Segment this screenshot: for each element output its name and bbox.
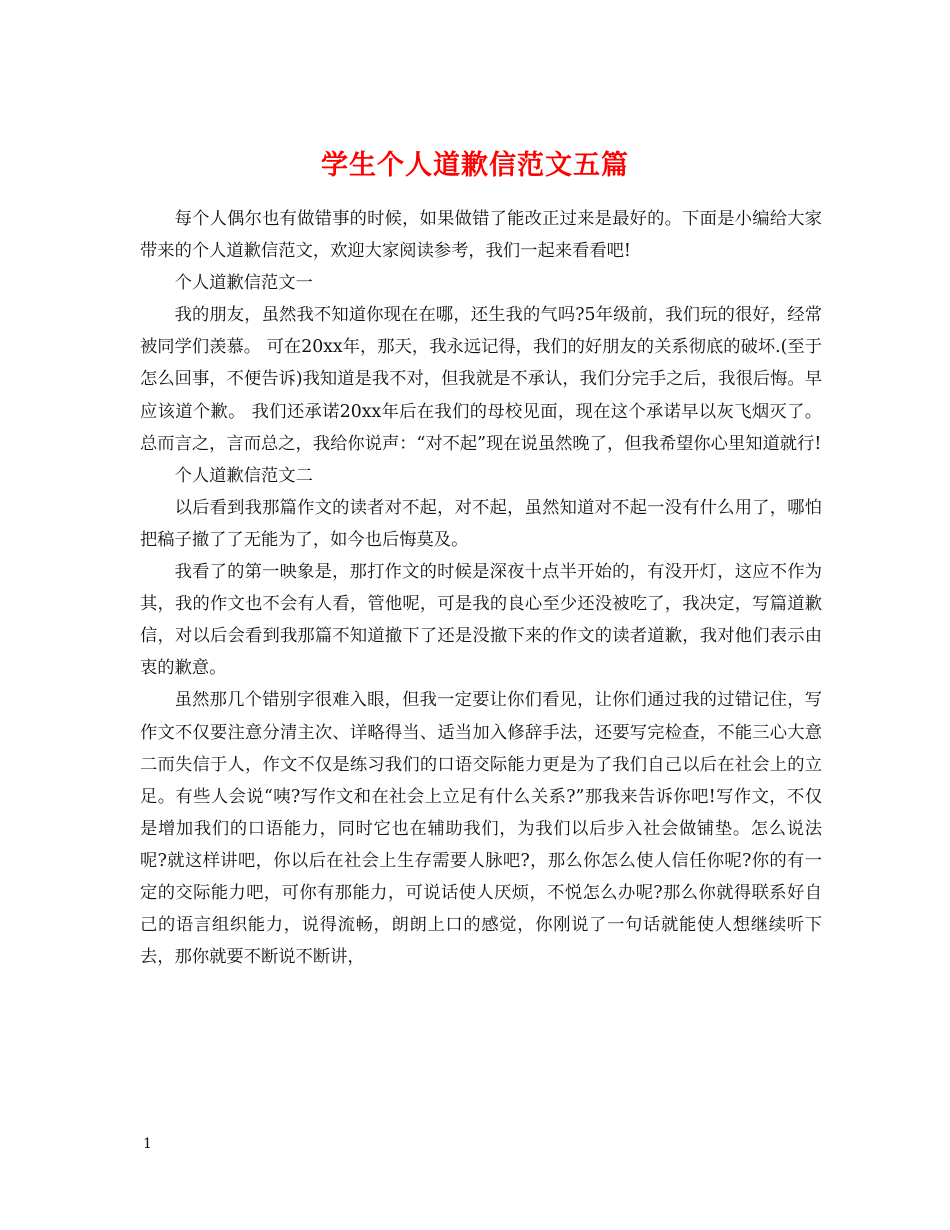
body-paragraph: 以后看到我那篇作文的读者对不起，对不起，虽然知道对不起一没有什么用了，哪怕把稿子撤了了无能为了，如今也后悔莫及。 bbox=[140, 497, 822, 550]
section-heading: 个人道歉信范文二 bbox=[174, 465, 313, 486]
page-title: 学生个人道歉信范文五篇 bbox=[321, 150, 629, 182]
body-paragraph: 我的朋友，虽然我不知道你现在在哪，还生我的气吗?5年级前，我们玩的很好，经常被同学们羡慕。 可在20xx年，那天，我永远记得，我们的好朋友的关系彻底的破坏.(至于怎么回事，不便告诉)我知道是我不对，但我就是不承认，我们分完手之后，我很后悔。早应该道个歉。 我们还承诺20xx年后在我们的母校见面，现在这个承诺早以灰飞烟灭了。 总而言之，言而总之，我给你说声：“对不起”现在说虽然晚了，但我希望你心里知道就行! bbox=[140, 305, 822, 454]
document-body bbox=[140, 203, 822, 973]
body-paragraph: 虽然那几个错别字很难入眼，但我一定要让你们看见，让你们通过我的过错记住，写作文不仅要注意分清主次、详略得当、适当加入修辞手法，还要写完检查，不能三心大意二而失信于人，作文不仅是练习我们的口语交际能力更是为了我们自己以后在社会上的立足。有些人会说“咦?写作文和在社会上立足有什么关系?”那我来告诉你吧!写作文，不仅是增加我们的口语能力，同时它也在辅助我们，为我们以后步入社会做铺垫。怎么说法呢?就这样讲吧，你以后在社会上生存需要人脉吧?，那么你怎么使人信任你呢?你的有一定的交际能力吧，可你有那能力，可说话使人厌烦，不悦怎么办呢?那么你就得联系好自己的语言组织能力，说得流畅，朗朗上口的感觉，你刚说了一句话就能使人想继续听下去，那你就要不断说不断讲， bbox=[140, 690, 822, 968]
section-heading: 个人道歉信范文一 bbox=[174, 273, 313, 294]
page-number: 1 bbox=[143, 1136, 152, 1152]
body-paragraph: 我看了的第一映象是，那打作文的时候是深夜十点半开始的，有没开灯，这应不作为其，我的作文也不会有人看，管他呢，可是我的良心至少还没被吃了，我决定，写篇道歉信，对以后会看到我那篇不知道撤下了还是没撤下来的作文的读者道歉，我对他们表示由衷的歉意。 bbox=[140, 562, 822, 679]
intro-paragraph: 每个人偶尔也有做错事的时候，如果做错了能改正过来是最好的。下面是小编给大家带来的个人道歉信范文，欢迎大家阅读参考，我们一起来看看吧! bbox=[140, 209, 822, 262]
